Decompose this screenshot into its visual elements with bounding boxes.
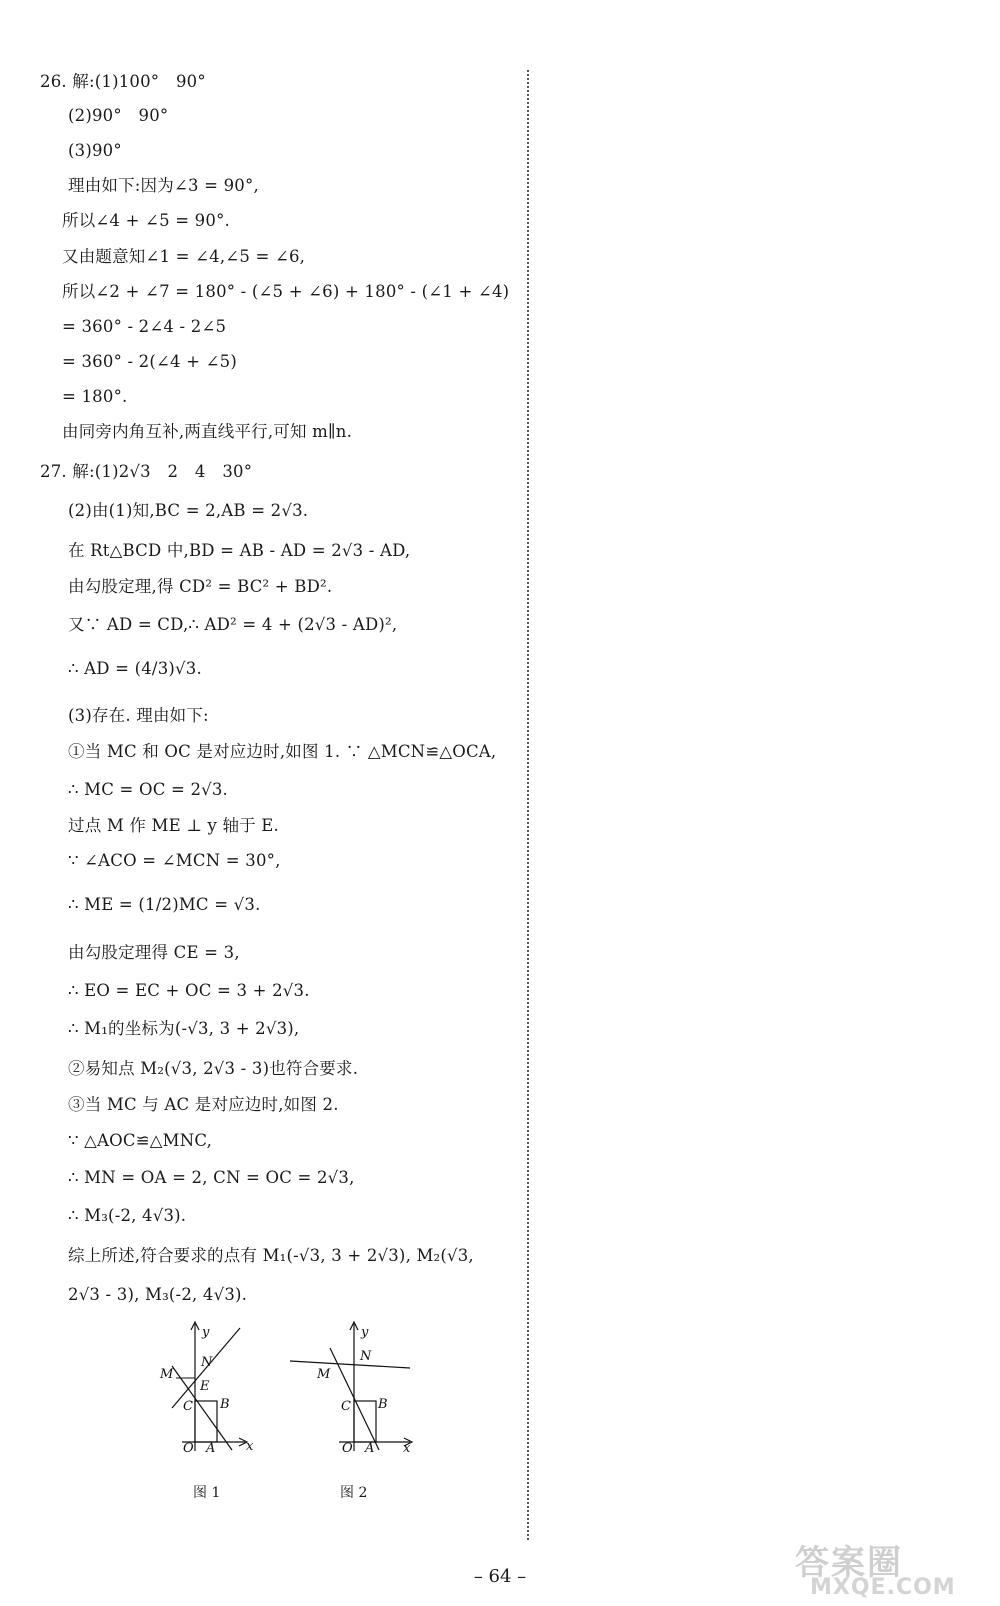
- fig2-label-n: N: [360, 1349, 372, 1364]
- text-line: 在 Rt△BCD 中,BD = AB - AD = 2√3 - AD,: [68, 541, 411, 560]
- text-line: 综上所述,符合要求的点有 M₁(-√3, 3 + 2√3), M₂(√3,: [68, 1246, 474, 1265]
- text-line: ∴ ME = (1/2)MC = √3.: [68, 895, 261, 914]
- text-line: ∵ △AOC≌△MNC,: [68, 1131, 213, 1150]
- fig1-label-n: N: [201, 1355, 213, 1370]
- text-line: 由勾股定理,得 CD² = BC² + BD².: [68, 577, 333, 596]
- text-line: ②易知点 M₂(√3, 2√3 - 3)也符合要求.: [68, 1059, 359, 1078]
- text-line: 过点 M 作 ME ⊥ y 轴于 E.: [68, 816, 279, 835]
- watermark: [775, 1535, 990, 1605]
- fig1-rect: [195, 1401, 217, 1442]
- page-number: – 64 –: [473, 1566, 527, 1587]
- fig2-line-mn: [290, 1361, 410, 1368]
- text-line: 27. 解:(1)2√3 2 4 30°: [40, 462, 253, 481]
- text-line: ∴ EO = EC + OC = 3 + 2√3.: [68, 981, 310, 1000]
- text-line: = 360° - 2∠4 - 2∠5: [62, 317, 227, 336]
- text-line: ①当 MC 和 OC 是对应边时,如图 1. ∵ △MCN≌△OCA,: [68, 742, 497, 761]
- figure-1-caption: 图 1: [193, 1485, 221, 1501]
- text-line: ③当 MC 与 AC 是对应边时,如图 2.: [68, 1095, 339, 1114]
- text-line: 26. 解:(1)100° 90°: [40, 72, 206, 91]
- text-line: ∴ AD = (4/3)√3.: [68, 659, 202, 678]
- fig1-label-b: B: [220, 1397, 230, 1412]
- text-line: 又∵ AD = CD,∴ AD² = 4 + (2√3 - AD)²,: [68, 615, 398, 634]
- text-line: 所以∠2 + ∠7 = 180° - (∠5 + ∠6) + 180° - (∠1 + ∠4): [62, 282, 510, 301]
- text-line: (3)90°: [68, 141, 122, 160]
- figure-1: [150, 1318, 270, 1463]
- text-line: = 360° - 2(∠4 + ∠5): [62, 352, 238, 371]
- fig2-label-a: A: [365, 1441, 375, 1456]
- fig2-label-c: C: [341, 1399, 351, 1414]
- fig1-label-o: O: [183, 1441, 194, 1456]
- text-line: = 180°.: [62, 387, 128, 406]
- text-line: 所以∠4 + ∠5 = 90°.: [62, 211, 230, 230]
- text-line: 由勾股定理得 CE = 3,: [68, 943, 240, 962]
- text-line: ∴ M₁的坐标为(-√3, 3 + 2√3),: [68, 1019, 300, 1038]
- fig1-label-c: C: [183, 1399, 193, 1414]
- text-line: 又由题意知∠1 = ∠4,∠5 = ∠6,: [62, 247, 306, 266]
- fig2-label-o: O: [342, 1441, 353, 1456]
- text-line: (3)存在. 理由如下:: [68, 706, 209, 725]
- fig1-label-x: x: [246, 1439, 254, 1454]
- text-line: (2)90° 90°: [68, 106, 169, 125]
- fig1-label-e: E: [200, 1379, 210, 1394]
- fig2-label-y: y: [361, 1325, 369, 1340]
- text-line: ∴ MC = OC = 2√3.: [68, 780, 228, 799]
- text-line: 由同旁内角互补,两直线平行,可知 m∥n.: [62, 422, 353, 441]
- fig2-label-m: M: [317, 1367, 331, 1382]
- fig1-label-m: M: [160, 1367, 174, 1382]
- watermark-url: MXQE.COM: [810, 1575, 956, 1600]
- fig2-label-b: B: [378, 1397, 388, 1412]
- fig1-label-y: y: [202, 1325, 210, 1340]
- fig1-label-a: A: [206, 1441, 216, 1456]
- text-line: (2)由(1)知,BC = 2,AB = 2√3.: [68, 501, 309, 520]
- text-line: ∴ M₃(-2, 4√3).: [68, 1206, 187, 1225]
- text-line: 2√3 - 3), M₃(-2, 4√3).: [68, 1285, 248, 1304]
- text-line: ∴ MN = OA = 2, CN = OC = 2√3,: [68, 1168, 355, 1187]
- column-divider: [527, 70, 529, 1540]
- watermark-logo-text: 答案圈: [795, 1543, 903, 1583]
- figure-2: [285, 1318, 420, 1463]
- text-line: ∵ ∠ACO = ∠MCN = 30°,: [68, 851, 281, 870]
- text-line: 理由如下:因为∠3 = 90°,: [68, 176, 259, 195]
- fig2-label-x: x: [403, 1441, 411, 1456]
- figure-2-caption: 图 2: [340, 1485, 368, 1501]
